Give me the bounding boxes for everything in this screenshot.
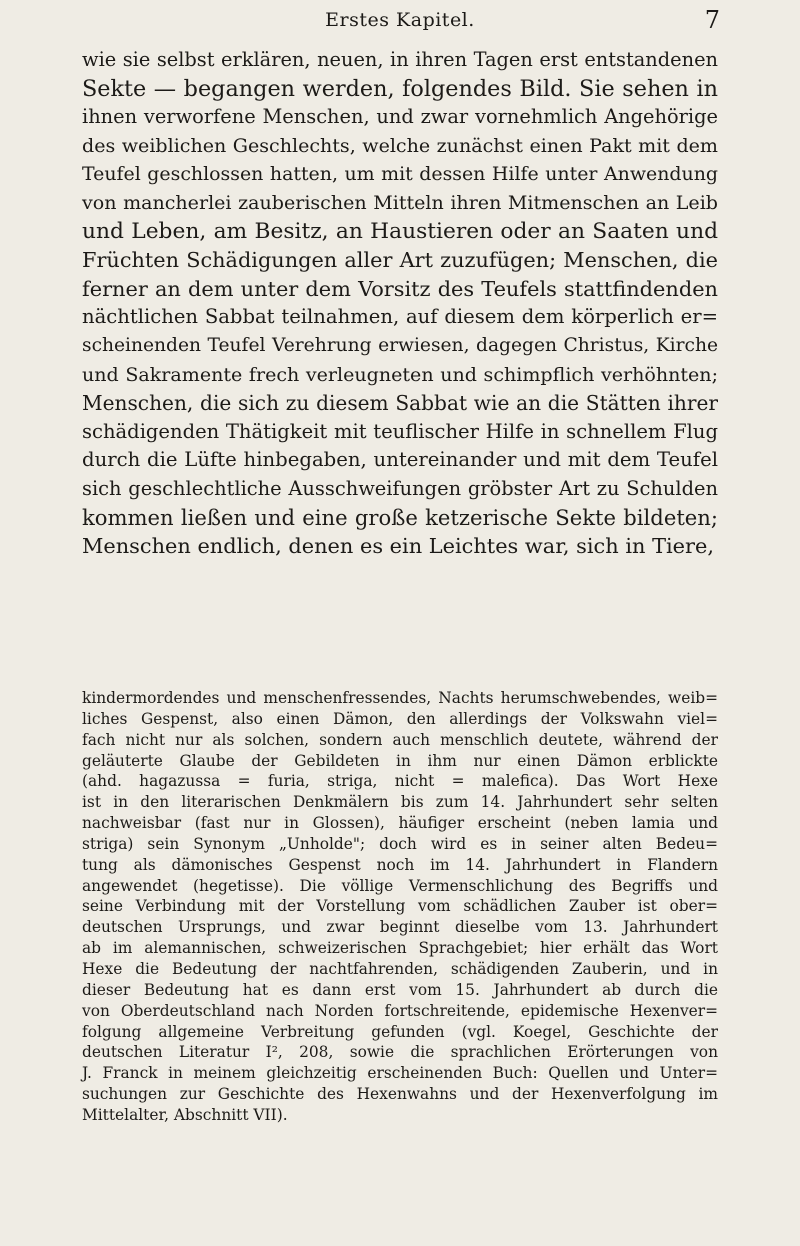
main-text xyxy=(82,46,718,561)
body-line: wie sie selbst erklären, neuen, in ihren Tagen erst entstandenen xyxy=(82,48,718,71)
body-line: kommen ließen und eine große ketzerische Sekte bildeten; xyxy=(82,504,718,530)
body-line: des weiblichen Geschlechts, welche zunächst einen Pakt mit dem xyxy=(82,134,718,157)
body-line: und Sakramente frech verleugneten und schimpflich verhöhnten; xyxy=(82,363,718,386)
footnote-line: suchungen zur Geschichte des Hexenwahns und der Hexenverfolgung im xyxy=(82,1085,718,1104)
footnote xyxy=(82,688,718,1126)
footnote-line: Hexe die Bedeutung der nachtfahrenden, schädigenden Zauberin, und in xyxy=(82,959,718,978)
page-number: 7 xyxy=(704,6,720,34)
body-line: Früchten Schädigungen aller Art zuzufügen; Menschen, die xyxy=(82,248,718,273)
body-line: Menschen endlich, denen es ein Leichtes war, sich in Tiere, xyxy=(82,534,715,559)
body-line: nächtlichen Sabbat teilnahmen, auf diesem dem körperlich er= xyxy=(82,305,718,329)
footnote-line: geläuterte Glaube der Gebildeten in ihm nur einen Dämon erblickte xyxy=(82,751,718,770)
footnote-line: Mittelalter, Abschnitt VII). xyxy=(82,1105,288,1124)
body-line: Menschen, die sich zu diesem Sabbat wie an die Stätten ihrer xyxy=(82,391,718,416)
footnote-line: deutschen Ursprungs, und zwar beginnt dieselbe vom 13. Jahrhundert xyxy=(82,918,718,937)
body-line: ferner an dem unter dem Vorsitz des Teufels stattfindenden xyxy=(82,276,718,301)
footnote-line: (ahd. hagazussa = furia, striga, nicht = malefica). Das Wort Hexe xyxy=(82,772,718,791)
footnote-line: kindermordendes und menschenfressendes, Nachts herumschwebendes, weib= xyxy=(82,689,718,707)
footnote-line: liches Gespenst, also einen Dämon, den allerdings der Volkswahn viel= xyxy=(82,709,718,728)
footnote-line: striga) sein Synonym „Unholde"; doch wird es in seiner alten Bedeu= xyxy=(82,834,718,853)
footnote-line: von Oberdeutschland nach Norden fortschreitende, epidemische Hexenver= xyxy=(82,1001,718,1020)
footnote-line: nachweisbar (fast nur in Glossen), häufiger erscheint (neben lamia und xyxy=(82,814,718,833)
footnote-line: seine Verbindung mit der Vorstellung vom schädlichen Zauber ist ober= xyxy=(82,897,718,916)
running-header xyxy=(80,6,720,36)
footnote-line: tung als dämonisches Gespenst noch im 14. Jahrhundert in Flandern xyxy=(82,855,718,874)
body-line: und Leben, am Besitz, an Haustieren oder an Saaten und xyxy=(82,218,718,244)
footnote-line: dieser Bedeutung hat es dann erst vom 15. Jahrhundert ab durch die xyxy=(82,980,718,999)
footnote-line: J. Franck in meinem gleichzeitig erscheinenden Buch: Quellen und Unter= xyxy=(82,1064,718,1083)
body-line: Teufel geschlossen hatten, um mit dessen Hilfe unter Anwendung xyxy=(82,163,718,186)
body-line: Sekte — begangen werden, folgendes Bild. Sie sehen in xyxy=(82,75,718,102)
footnote-line: deutschen Literatur I², 208, sowie die sprachlichen Erörterungen von xyxy=(82,1043,718,1062)
footnote-line: folgung allgemeine Verbreitung gefunden (vgl. Koegel, Geschichte der xyxy=(82,1022,718,1041)
body-line: von mancherlei zauberischen Mitteln ihren Mitmenschen an Leib xyxy=(82,191,718,214)
footnote-line: ist in den literarischen Denkmälern bis zum 14. Jahrhundert sehr selten xyxy=(82,793,718,812)
chapter-title: Erstes Kapitel. xyxy=(325,9,475,31)
body-line: scheinenden Teufel Verehrung erwiesen, dagegen Christus, Kirche xyxy=(82,334,718,356)
body-line: sich geschlechtliche Ausschweifungen gröbster Art zu Schulden xyxy=(82,476,718,500)
footnote-line: angewendet (hegetisse). Die völlige Vermenschlichung des Begriffs und xyxy=(82,876,718,895)
footnote-line: ab im alemannischen, schweizerischen Sprachgebiet; hier erhält das Wort xyxy=(82,939,718,958)
body-line: ihnen verworfene Menschen, und zwar vornehmlich Angehörige xyxy=(82,105,718,129)
footnote-line: fach nicht nur als solchen, sondern auch menschlich deutete, während der xyxy=(82,730,718,749)
body-line: durch die Lüfte hinbegaben, untereinander und mit dem Teufel xyxy=(82,448,718,472)
body-line: schädigenden Thätigkeit mit teuflischer Hilfe in schnellem Flug xyxy=(82,419,718,443)
